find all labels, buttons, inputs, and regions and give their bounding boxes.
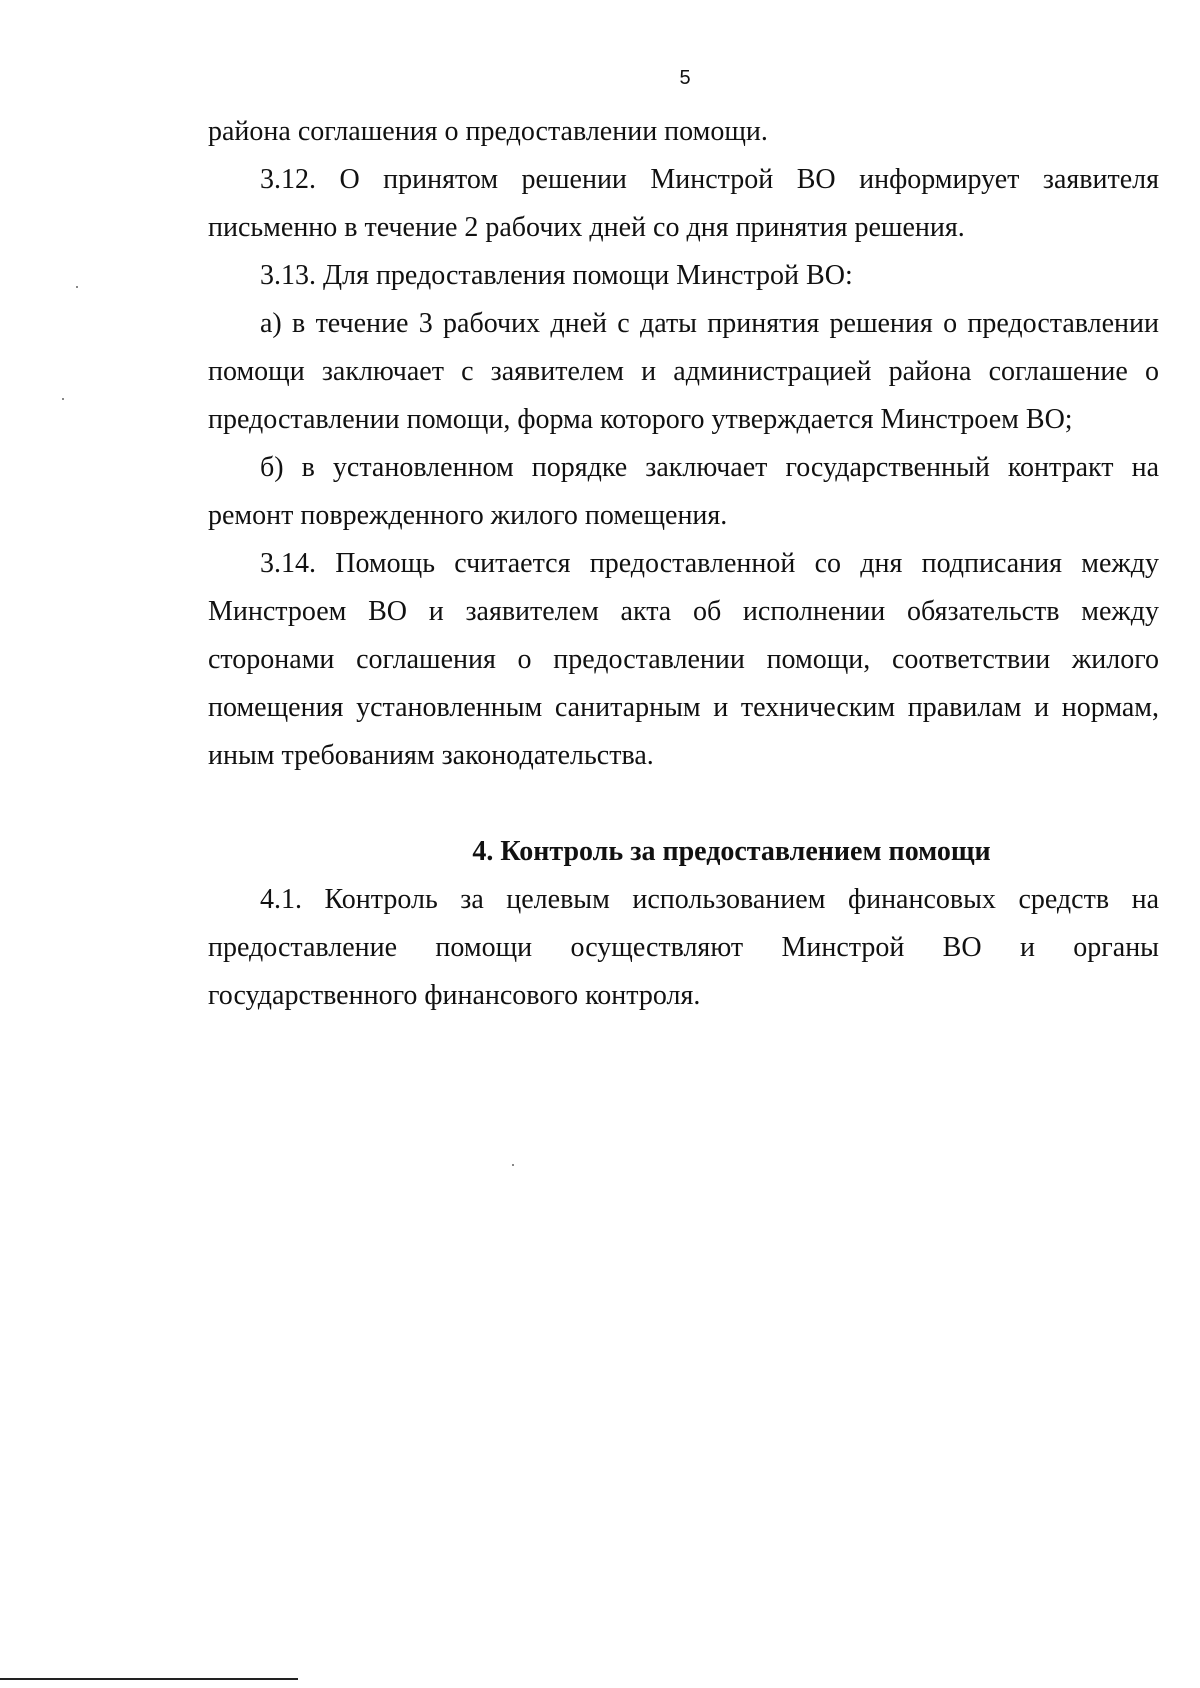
document-body (208, 108, 1159, 1020)
section-heading: 4. Контроль за предоставлением помощи (472, 836, 991, 867)
paragraph-3-13: 3.13. Для предоставления помощи Минстрой ВО: (260, 260, 853, 291)
page-number: 5 (679, 67, 691, 89)
scan-artifact (62, 398, 64, 400)
footer-rule (0, 1678, 298, 1680)
paragraph-3-12: 3.12. О принятом решении Минстрой ВО информирует заявителя письменно в течение 2 рабочих дней со дня принятия решения. (208, 164, 1159, 243)
paragraph-3-14: 3.14. Помощь считается предоставленной со дня подписания между Минстроем ВО и заявителем акта об исполнении обязательств между сторонами соглашения о предоставлении помощи, соответствии жилого помещения установленным санитарным и техническим правилам и нормам, иным требованиям законодательства. (208, 548, 1159, 771)
scan-artifact (512, 1164, 514, 1166)
paragraph-3-13-b: б) в установленном порядке заключает государственный контракт на ремонт поврежденного жилого помещения. (208, 452, 1159, 531)
scan-artifact (76, 286, 78, 288)
paragraph-continuation: района соглашения о предоставлении помощи. (208, 116, 768, 147)
paragraph-3-13-a: а) в течение 3 рабочих дней с даты принятия решения о предоставлении помощи заключает с заявителем и администрацией района соглашение о предоставлении помощи, форма которого утверждается Минстроем ВО; (208, 308, 1159, 435)
paragraph-4-1: 4.1. Контроль за целевым использованием финансовых средств на предоставление помощи осуществляют Минстрой ВО и органы государственного финансового контроля. (208, 884, 1159, 1011)
